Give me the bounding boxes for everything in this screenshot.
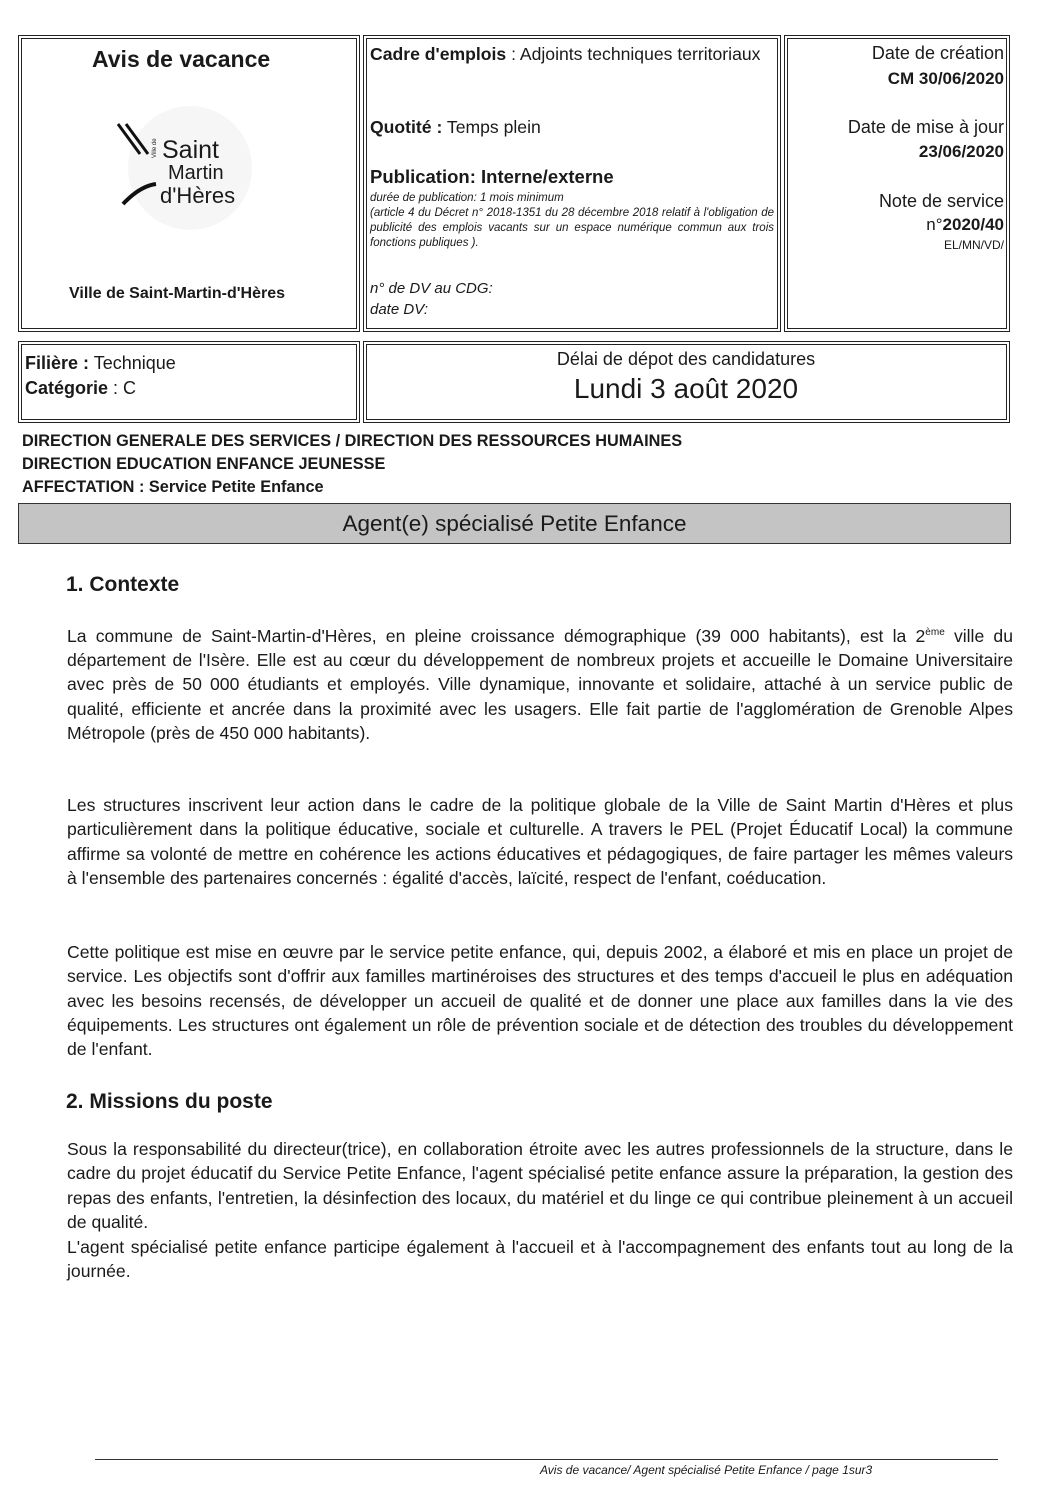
contexte-p1-before: La commune de Saint-Martin-d'Hères, en pleine croissance démographique (39 000 habitants), est la 2 [67, 625, 926, 646]
update-label: Date de mise à jour [847, 117, 1004, 137]
footer-text: Avis de vacance/ Agent spécialisé Petite Enfance / page 1sur3 [540, 1463, 873, 1477]
logo-heres: d'Hères [160, 183, 236, 208]
creation-label: Date de création [871, 43, 1004, 63]
update-value: 23/06/2020 [918, 142, 1004, 161]
quotite-label: Quotité : [370, 117, 443, 137]
filiere-label: Filière : [25, 353, 90, 373]
missions-p2-text: L'agent spécialisé petite enfance participe également à l'accueil et à l'accompagnement des enfants tout au long de la journée. [67, 1237, 1013, 1282]
note-number: 2020/40 [942, 215, 1004, 234]
affectation-line: AFFECTATION : Service Petite Enfance [22, 478, 324, 496]
contexte-p2-text: Les structures inscrivent leur action dans le cadre de la politique globale de la Ville de Saint Martin d'Hères et plus particulièrement dans la politique éducative, sociale et culturelle. A travers le PEL (Projet Éducatif Local) la commune affirme sa volonté de mettre en cohérence les actions éducatives et pédagogiques, de faire partager les mêmes valeurs à l'ensemble des partenaires concernés : égalité d'accès, laïcité, respect de l'enfant, coéducation. [67, 795, 1013, 888]
avis-title: Avis de vacance [92, 46, 271, 72]
city-logo [110, 106, 265, 234]
footer-rule [95, 1459, 998, 1460]
logo-ville-de: Ville de [152, 138, 158, 158]
date-dv: date DV: [370, 301, 429, 318]
filiere-value: Technique [93, 353, 176, 373]
note-label: Note de service [878, 191, 1004, 211]
deadline-date: Lundi 3 août 2020 [573, 373, 799, 404]
categorie-line [25, 378, 136, 399]
section-missions-title: 2. Missions du poste [66, 1090, 273, 1113]
publication-article: (article 4 du Décret n° 2018-1351 du 28 décembre 2018 relatif à l'obligation de publicité des emplois vacants sur un espace numérique commun aux trois fonctions publiques ). [370, 207, 774, 249]
dv-cdg: n° de DV au CDG: [370, 280, 493, 297]
categorie-value: : C [113, 378, 137, 398]
missions-p1-text: Sous la responsabilité du directeur(trice), en collaboration étroite avec les autres professionnels de la structure, dans le cadre du projet éducatif du Service Petite Enfance, l'agent spécialisé petite enfance assure la préparation, la gestion des repas des enfants, l'entretien, la désinfection des locaux, du matériel et du linge ce qui contribue pleinement à un accueil de qualité. [67, 1139, 1013, 1232]
cadre-emplois [370, 42, 774, 66]
contexte-paragraph-1 [67, 621, 1013, 745]
job-title-banner: Agent(e) spécialisé Petite Enfance [18, 503, 1011, 544]
cadre-value: : Adjoints techniques territoriaux [511, 44, 761, 64]
logo-saint: Saint [162, 136, 219, 164]
city-label: Ville de Saint-Martin-d'Hères [69, 285, 286, 302]
contexte-p1-sup: ème [925, 627, 945, 638]
logo-martin: Martin [168, 162, 224, 184]
deadline-label: Délai de dépot des candidatures [556, 349, 816, 369]
cadre-label: Cadre d'emplois [370, 44, 507, 64]
missions-paragraph-1 [67, 1137, 1013, 1234]
quotite [370, 117, 541, 138]
creation-value: CM 30/06/2020 [887, 69, 1004, 88]
publication-label: Publication: Interne/externe [370, 166, 614, 187]
note-initials: EL/MN/VD/ [943, 238, 1004, 252]
filiere-line [25, 353, 176, 374]
note-number-line [790, 215, 1004, 235]
section-contexte-title: 1. Contexte [66, 573, 180, 596]
direction-line-2: DIRECTION EDUCATION ENFANCE JEUNESSE [22, 455, 386, 473]
categorie-label: Catégorie [25, 378, 109, 398]
contexte-p3-text: Cette politique est mise en œuvre par le service petite enfance, qui, depuis 2002, a élaboré et mis en place un projet de service. Les objectifs sont d'offrir aux familles martinéroises des structures et des temps d'accueil le plus en adéquation avec les besoins recensés, de développer un accueil de qualité et de donner une place aux familles dans la vie des équipements. Les structures ont également un rôle de prévention sociale et de détection des troubles du développement de l'enfant. [67, 942, 1013, 1060]
contexte-p1-after: ville du département de l'Isère. Elle est au cœur du développement de nombreux projets et accueille le Domaine Universitaire avec près de 50 000 étudiants et employés. Ville dynamique, innovante et solidaire, attaché à un service public de qualité, efficiente et ancrée dans la proximité avec les usagers. Elle fait partie de l'agglomération de Grenoble Alpes Métropole (près de 450 000 habitants). [67, 625, 1014, 744]
missions-paragraph-2 [67, 1235, 1013, 1284]
direction-line-1: DIRECTION GENERALE DES SERVICES / DIRECTION DES RESSOURCES HUMAINES [22, 432, 683, 450]
note-prefix: n° [926, 215, 943, 234]
contexte-paragraph-3 [67, 940, 1013, 1061]
contexte-paragraph-2 [67, 793, 1013, 890]
publication-duration: durée de publication: 1 mois minimum [370, 192, 564, 204]
quotite-value: Temps plein [446, 117, 541, 137]
